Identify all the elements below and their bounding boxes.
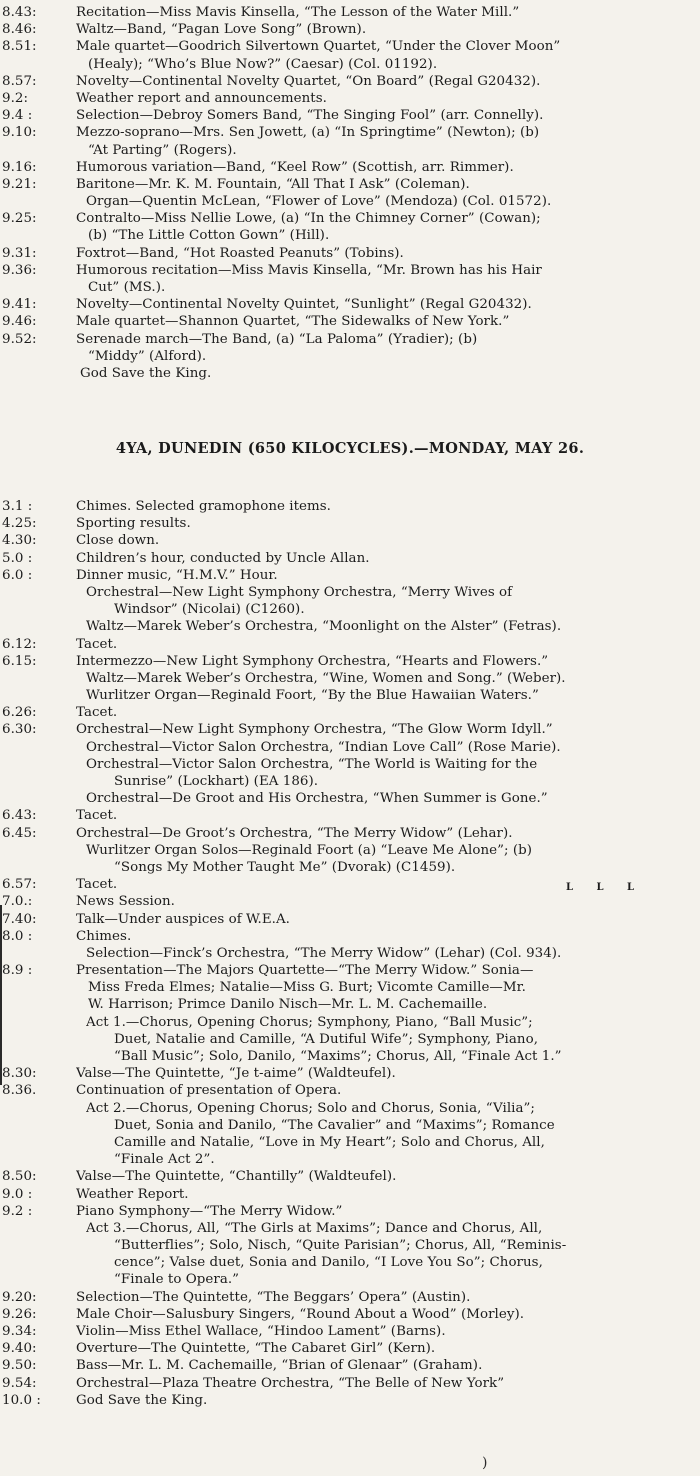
programme-time: 9.2: bbox=[2, 90, 29, 106]
programme-entry bbox=[0, 1186, 700, 1203]
programme-entry bbox=[0, 1357, 700, 1374]
programme-entry bbox=[0, 1220, 700, 1237]
programme-entry bbox=[0, 159, 700, 176]
programme-time: 9.16: bbox=[2, 159, 37, 175]
programme-time: 9.36: bbox=[2, 262, 37, 278]
programme-entry bbox=[0, 142, 700, 159]
programme-time: 9.40: bbox=[2, 1341, 37, 1357]
programme-time: 6.26: bbox=[2, 705, 37, 721]
programme-entry bbox=[0, 807, 700, 824]
programme-text: God Save the King. bbox=[76, 1392, 208, 1408]
programme-text: Novelty—Continental Novelty Quintet, “Sunlight” (Regal G20432). bbox=[76, 297, 532, 313]
programme-text: Duet, Natalie and Camille, “A Dutiful Wife”; Symphony, Piano, bbox=[114, 1031, 539, 1047]
programme-text: Foxtrot—Band, “Hot Roasted Peanuts” (Tobins). bbox=[76, 245, 404, 261]
programme-entry bbox=[0, 893, 700, 910]
programme-time: 9.26: bbox=[2, 1306, 37, 1322]
programme-text: Talk—Under auspices of W.E.A. bbox=[76, 911, 290, 927]
programme-text: Presentation—The Majors Quartette—“The Merry Widow.” Sonia— bbox=[76, 963, 534, 979]
programme-entry bbox=[0, 296, 700, 313]
programme-text: Overture—The Quintette, “The Cabaret Girl” (Kern). bbox=[76, 1341, 436, 1357]
programme-time: 10.0 : bbox=[2, 1392, 41, 1408]
programme-entry bbox=[0, 210, 700, 227]
programme-entry bbox=[0, 739, 700, 756]
programme-entry bbox=[0, 1100, 700, 1117]
programme-text: Male quartet—Goodrich Silvertown Quartet, “Under the Clover Moon” bbox=[76, 39, 561, 55]
programme-entry bbox=[0, 1271, 700, 1288]
programme-time: 9.50: bbox=[2, 1358, 37, 1374]
programme-entry bbox=[0, 193, 700, 210]
programme-entry bbox=[0, 348, 700, 365]
programme-entry bbox=[0, 567, 700, 584]
programme-time: 8.57: bbox=[2, 73, 37, 89]
programme-time: 9.21: bbox=[2, 176, 37, 192]
programme-text: Weather Report. bbox=[76, 1186, 189, 1202]
programme-entry bbox=[0, 601, 700, 618]
programme-text: Tacet. bbox=[76, 705, 118, 721]
programme-text: Tacet. bbox=[76, 636, 118, 652]
programme-text: Miss Freda Elmes; Natalie—Miss G. Burt; Vicomte Camille—Mr. bbox=[88, 980, 526, 996]
programme-text: Novelty—Continental Novelty Quartet, “On Board” (Regal G20432). bbox=[76, 73, 541, 89]
programme-entry bbox=[0, 124, 700, 141]
programme-entry bbox=[0, 704, 700, 721]
programme-text: Duet, Sonia and Danilo, “The Cavalier” and “Maxims”; Romance bbox=[114, 1117, 555, 1133]
programme-text: Waltz—Band, “Pagan Love Song” (Brown). bbox=[76, 22, 367, 38]
programme-text: Recitation—Miss Mavis Kinsella, “The Lesson of the Water Mill.” bbox=[76, 5, 520, 20]
programme-entry bbox=[0, 4, 700, 21]
programme-time: 8.51: bbox=[2, 39, 37, 55]
programme-entry bbox=[0, 687, 700, 704]
programme-time: 7.0.: bbox=[2, 894, 33, 910]
programme-time: 9.4 : bbox=[2, 108, 33, 124]
programme-entry bbox=[0, 842, 700, 859]
programme-text: Chimes. bbox=[76, 928, 132, 944]
programme-text: Dinner music, “H.M.V.” Hour. bbox=[76, 567, 278, 583]
programme-entry bbox=[0, 550, 700, 567]
programme-time: 9.10: bbox=[2, 125, 37, 141]
programme-entry bbox=[0, 756, 700, 773]
programme-text: Serenade march—The Band, (a) “La Paloma” (Yradier); (b) bbox=[76, 331, 478, 347]
programme-text: Humorous variation—Band, “Keel Row” (Scottish, arr. Rimmer). bbox=[76, 159, 514, 175]
programme-text: Wurlitzer Organ Solos—Reginald Foort (a) “Leave Me Alone”; (b) bbox=[86, 842, 533, 858]
programme-text: Chimes. Selected gramophone items. bbox=[76, 499, 331, 514]
programme-text: Orchestral—Victor Salon Orchestra, “The World is Waiting for the bbox=[86, 756, 538, 772]
programme-time: 9.41: bbox=[2, 297, 37, 313]
programme-text: God Save the King. bbox=[80, 365, 212, 381]
programme-entry bbox=[0, 1048, 700, 1065]
programme-text: Weather report and announcements. bbox=[76, 90, 327, 106]
station-heading: 4YA, DUNEDIN (650 KILOCYCLES).—MONDAY, MAY 26. bbox=[115, 440, 585, 457]
programme-entry bbox=[0, 279, 700, 296]
programme-time: 9.0 : bbox=[2, 1186, 33, 1202]
programme-text: Baritone—Mr. K. M. Fountain, “All That I Ask” (Coleman). bbox=[76, 176, 470, 192]
programme-time: 4.30: bbox=[2, 533, 37, 549]
print-mark: ) bbox=[482, 1455, 488, 1471]
programme-entry bbox=[0, 498, 700, 515]
programme-time: 9.20: bbox=[2, 1289, 37, 1305]
programme-entry bbox=[0, 653, 700, 670]
programme-text: Contralto—Miss Nellie Lowe, (a) “In the Chimney Corner” (Cowan); bbox=[76, 211, 541, 227]
programme-text: cence”; Valse duet, Sonia and Danilo, “I Love You So”; Chorus, bbox=[114, 1255, 543, 1271]
programme-entry bbox=[0, 962, 700, 979]
programme-entry bbox=[0, 176, 700, 193]
programme-text: Camille and Natalie, “Love in My Heart”; Solo and Chorus, All, bbox=[114, 1134, 545, 1150]
programme-time: 6.43: bbox=[2, 808, 37, 824]
programme-text: Orchestral—New Light Symphony Orchestra, “The Glow Worm Idyll.” bbox=[76, 722, 553, 738]
programme-time: 8.46: bbox=[2, 22, 37, 38]
programme-text: Close down. bbox=[76, 533, 160, 549]
programme-entry bbox=[0, 1340, 700, 1357]
margin-mark: L L L bbox=[566, 882, 645, 893]
programme-time: 9.25: bbox=[2, 211, 37, 227]
programme-entry bbox=[0, 1117, 700, 1134]
programme-entry bbox=[0, 227, 700, 244]
programme-entry bbox=[0, 1323, 700, 1340]
programme-entry bbox=[0, 584, 700, 601]
programme-time: 3.1 : bbox=[2, 499, 33, 514]
programme-entry bbox=[0, 515, 700, 532]
programme-entry bbox=[0, 825, 700, 842]
programme-entry bbox=[0, 1168, 700, 1185]
programme-text: Waltz—Marek Weber’s Orchestra, “Moonlight on the Alster” (Fetras). bbox=[86, 619, 562, 635]
programme-section-previous-station bbox=[0, 4, 700, 382]
programme-text: Male quartet—Shannon Quartet, “The Sidewalks of New York.” bbox=[76, 314, 510, 330]
programme-text: Male Choir—Salusbury Singers, “Round About a Wood” (Morley). bbox=[76, 1306, 525, 1322]
programme-text: W. Harrison; Primce Danilo Nisch—Mr. L. M. Cachemaille. bbox=[88, 997, 488, 1013]
programme-text: Sporting results. bbox=[76, 516, 191, 532]
programme-text: Act 3.—Chorus, All, “The Girls at Maxims”; Dance and Chorus, All, bbox=[86, 1220, 543, 1236]
programme-text: Cut” (MS.). bbox=[88, 280, 166, 295]
margin-rule-divider bbox=[0, 905, 2, 1085]
programme-entry bbox=[0, 996, 700, 1013]
programme-text: Violin—Miss Ethel Wallace, “Hindoo Lament” (Barns). bbox=[76, 1324, 446, 1339]
programme-time: 6.15: bbox=[2, 653, 37, 669]
programme-time: 8.0 : bbox=[2, 928, 33, 944]
programme-text: Waltz—Marek Weber’s Orchestra, “Wine, Women and Song.” (Weber). bbox=[86, 670, 566, 686]
programme-text: Act 1.—Chorus, Opening Chorus; Symphony, Piano, “Ball Music”; bbox=[86, 1014, 533, 1030]
programme-entry bbox=[0, 21, 700, 38]
programme-section-4ya-dunedin bbox=[0, 498, 700, 1409]
programme-text: Mezzo-soprano—Mrs. Sen Jowett, (a) “In Springtime” (Newton); (b) bbox=[76, 125, 540, 141]
programme-text: “Songs My Mother Taught Me” (Dvorak) (C1459). bbox=[114, 859, 456, 875]
programme-entry bbox=[0, 38, 700, 55]
programme-time: 6.45: bbox=[2, 825, 37, 841]
programme-text: Orchestral—New Light Symphony Orchestra, “Merry Wives of bbox=[86, 584, 513, 600]
programme-time: 8.43: bbox=[2, 5, 37, 20]
programme-text: Organ—Quentin McLean, “Flower of Love” (Mendoza) (Col. 01572). bbox=[86, 194, 552, 210]
programme-text: Tacet. bbox=[76, 808, 118, 824]
programme-entry bbox=[0, 721, 700, 738]
programme-text: “Ball Music”; Solo, Danilo, “Maxims”; Chorus, All, “Finale Act 1.” bbox=[114, 1049, 562, 1064]
programme-text: Selection—Finck’s Orchestra, “The Merry Widow” (Lehar) (Col. 934). bbox=[86, 945, 562, 961]
programme-entry bbox=[0, 790, 700, 807]
programme-entry bbox=[0, 245, 700, 262]
programme-entry bbox=[0, 1014, 700, 1031]
programme-time: 6.12: bbox=[2, 636, 37, 652]
programme-entry bbox=[0, 1289, 700, 1306]
programme-text: “Middy” (Alford). bbox=[88, 348, 207, 364]
programme-time: 9.2 : bbox=[2, 1203, 33, 1219]
programme-entry bbox=[0, 90, 700, 107]
programme-entry bbox=[0, 73, 700, 90]
programme-time: 9.52: bbox=[2, 331, 37, 347]
programme-text: Piano Symphony—“The Merry Widow.” bbox=[76, 1203, 343, 1219]
programme-text: “Finale to Opera.” bbox=[114, 1272, 240, 1288]
programme-text: Orchestral—De Groot’s Orchestra, “The Merry Widow” (Lehar). bbox=[76, 825, 513, 841]
programme-entry bbox=[0, 1237, 700, 1254]
programme-text: Wurlitzer Organ—Reginald Foort, “By the Blue Hawaiian Waters.” bbox=[86, 688, 539, 704]
programme-entry bbox=[0, 911, 700, 928]
programme-entry bbox=[0, 636, 700, 653]
programme-text: Orchestral—De Groot and His Orchestra, “When Summer is Gone.” bbox=[86, 791, 548, 807]
programme-time: 8.36. bbox=[2, 1083, 37, 1099]
programme-entry bbox=[0, 1031, 700, 1048]
programme-time: 6.30: bbox=[2, 722, 37, 738]
programme-text: Windsor” (Nicolai) (C1260). bbox=[114, 602, 305, 618]
programme-entry bbox=[0, 1134, 700, 1151]
programme-entry bbox=[0, 331, 700, 348]
programme-text: Children’s hour, conducted by Uncle Allan. bbox=[76, 550, 370, 566]
programme-entry bbox=[0, 1306, 700, 1323]
programme-text: Orchestral—Victor Salon Orchestra, “Indian Love Call” (Rose Marie). bbox=[86, 739, 561, 755]
programme-entry bbox=[0, 773, 700, 790]
programme-entry bbox=[0, 1065, 700, 1082]
programme-time: 9.31: bbox=[2, 245, 37, 261]
programme-text: Intermezzo—New Light Symphony Orchestra, “Hearts and Flowers.” bbox=[76, 653, 549, 669]
programme-entry bbox=[0, 1254, 700, 1271]
programme-entry bbox=[0, 365, 700, 382]
programme-text: Selection—Debroy Somers Band, “The Singing Fool” (arr. Connelly). bbox=[76, 108, 544, 124]
programme-entry bbox=[0, 107, 700, 124]
programme-text: Continuation of presentation of Opera. bbox=[76, 1083, 342, 1099]
programme-text: News Session. bbox=[76, 894, 175, 910]
programme-time: 9.34: bbox=[2, 1324, 37, 1339]
programme-entry bbox=[0, 262, 700, 279]
programme-text: Valse—The Quintette, “Je t-aime” (Waldteufel). bbox=[76, 1066, 396, 1082]
programme-entry bbox=[0, 979, 700, 996]
programme-entry bbox=[0, 618, 700, 635]
programme-text: “At Parting” (Rogers). bbox=[88, 142, 237, 158]
programme-text: “Butterflies”; Solo, Nisch, “Quite Parisian”; Chorus, All, “Reminis- bbox=[114, 1238, 567, 1254]
programme-time: 7.40: bbox=[2, 911, 37, 927]
programme-entry bbox=[0, 1392, 700, 1409]
programme-text: Bass—Mr. L. M. Cachemaille, “Brian of Glenaar” (Graham). bbox=[76, 1358, 483, 1374]
programme-time: 6.0 : bbox=[2, 567, 33, 583]
programme-time: 9.46: bbox=[2, 314, 37, 330]
programme-entry bbox=[0, 1375, 700, 1392]
programme-entry bbox=[0, 532, 700, 549]
programme-text: Orchestral—Plaza Theatre Orchestra, “The Belle of New York” bbox=[76, 1375, 505, 1391]
programme-time: 9.54: bbox=[2, 1375, 37, 1391]
programme-time: 4.25: bbox=[2, 516, 37, 532]
programme-entry bbox=[0, 1082, 700, 1099]
programme-entry bbox=[0, 859, 700, 876]
programme-entry bbox=[0, 945, 700, 962]
programme-text: Selection—The Quintette, “The Beggars’ Opera” (Austin). bbox=[76, 1289, 471, 1305]
programme-entry bbox=[0, 1151, 700, 1168]
programme-text: Humorous recitation—Miss Mavis Kinsella, “Mr. Brown has his Hair bbox=[76, 262, 542, 278]
programme-entry bbox=[0, 670, 700, 687]
programme-text: Tacet. bbox=[76, 877, 118, 893]
programme-entry bbox=[0, 1203, 700, 1220]
programme-time: 8.30: bbox=[2, 1066, 37, 1082]
programme-time: 8.50: bbox=[2, 1169, 37, 1185]
programme-time: 8.9 : bbox=[2, 963, 33, 979]
programme-time: 6.57: bbox=[2, 877, 37, 893]
programme-text: Valse—The Quintette, “Chantilly” (Waldteufel). bbox=[76, 1169, 397, 1185]
programme-text: Sunrise” (Lockhart) (EA 186). bbox=[114, 774, 319, 789]
programme-text: (b) “The Little Cotton Gown” (Hill). bbox=[88, 228, 330, 244]
programme-entry bbox=[0, 928, 700, 945]
programme-text: “Finale Act 2”. bbox=[114, 1152, 215, 1168]
programme-entry bbox=[0, 56, 700, 73]
programme-time: 5.0 : bbox=[2, 550, 33, 566]
programme-text: (Healy); “Who’s Blue Now?” (Caesar) (Col. 01192). bbox=[88, 56, 438, 72]
programme-text: Act 2.—Chorus, Opening Chorus; Solo and Chorus, Sonia, “Vilia”; bbox=[86, 1100, 535, 1116]
programme-entry bbox=[0, 313, 700, 330]
